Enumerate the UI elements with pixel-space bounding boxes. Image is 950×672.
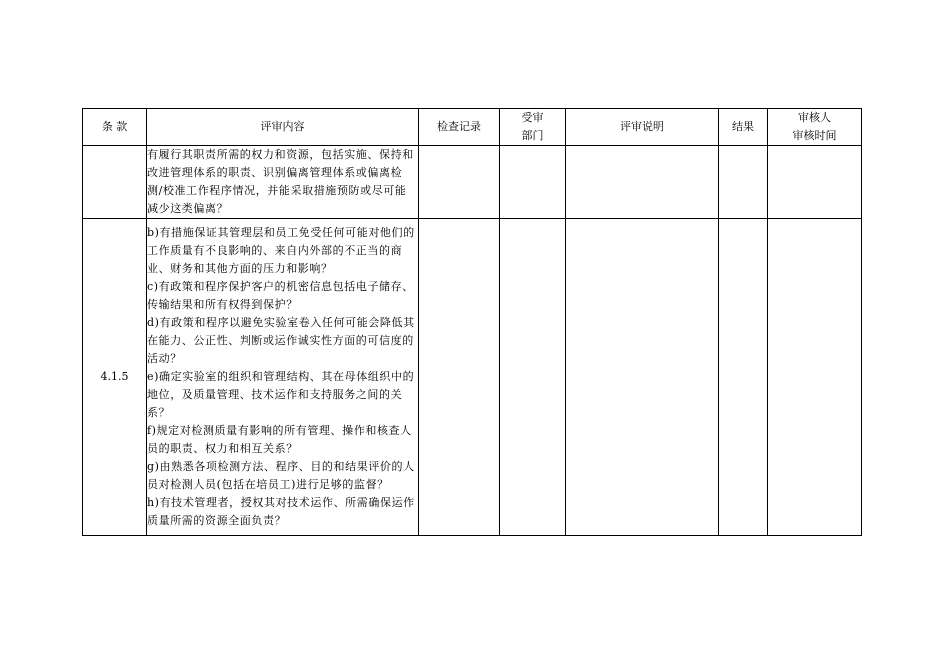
- header-auditor-line2: 审核时间: [792, 129, 837, 142]
- content-item-c: c)有政策和程序保护客户的机密信息包括电子储存、传输结果和所有权得到保护？: [147, 280, 414, 311]
- result-cell: [719, 219, 768, 536]
- content-item-g: g)由熟悉各项检测方法、程序、目的和结果评价的人员对检测人员(包括在培员工)进行足够的监督？: [147, 460, 415, 491]
- dept-cell: [500, 146, 566, 219]
- content-item-h: h)有技术管理者，授权其对技术运作、所需确保运作质量所需的资源全面负责？: [147, 496, 415, 527]
- content-paragraph: 有履行其职责所需的权力和资源，包括实施、保持和改进管理体系的职责、识别偏离管理体系或偏离检测/校准工作程序情况，并能采取措施预防或尽可能减少这类偏离？: [147, 148, 414, 215]
- header-dept-line2: 部门: [521, 129, 544, 142]
- clause-cell: 4.1.5: [83, 219, 147, 536]
- header-audited-dept: [500, 109, 566, 146]
- record-cell: [419, 146, 500, 219]
- header-dept-line1: 受审: [521, 111, 544, 124]
- header-result: 结果: [719, 109, 768, 146]
- header-clause: 条 款: [83, 109, 147, 146]
- header-note: 评审说明: [566, 109, 719, 146]
- header-row: [83, 109, 862, 146]
- clause-cell: [83, 146, 147, 219]
- content-cell: [147, 219, 419, 536]
- auditor-cell: [768, 146, 862, 219]
- content-item-d: d)有政策和程序以避免实验室卷入任何可能会降低其在能力、公正性、判断或运作诚实性方面的可信度的活动？: [147, 316, 415, 365]
- content-item-b: b)有措施保证其管理层和员工免受任何可能对他们的工作质量有不良影响的、来自内外部的不正当的商业、财务和其他方面的压力和影响？: [147, 226, 415, 275]
- auditor-cell: [768, 219, 862, 536]
- table-row: [83, 219, 862, 536]
- content-item-f: f)规定对检测质量有影响的所有管理、操作和核查人员的职责、权力和相互关系？: [147, 424, 412, 455]
- header-auditor-line1: 审核人: [798, 111, 831, 124]
- content-cell: [147, 146, 419, 219]
- record-cell: [419, 219, 500, 536]
- audit-checklist-table: [82, 108, 862, 536]
- header-content: 评审内容: [147, 109, 419, 146]
- dept-cell: [500, 219, 566, 536]
- table-row: [83, 146, 862, 219]
- header-auditor: [768, 109, 862, 146]
- result-cell: [719, 146, 768, 219]
- header-record: 检查记录: [419, 109, 500, 146]
- note-cell: [566, 219, 719, 536]
- content-item-e: e)确定实验室的组织和管理结构、其在母体组织中的地位，及质量管理、技术运作和支持服务之间的关系？: [147, 370, 415, 419]
- note-cell: [566, 146, 719, 219]
